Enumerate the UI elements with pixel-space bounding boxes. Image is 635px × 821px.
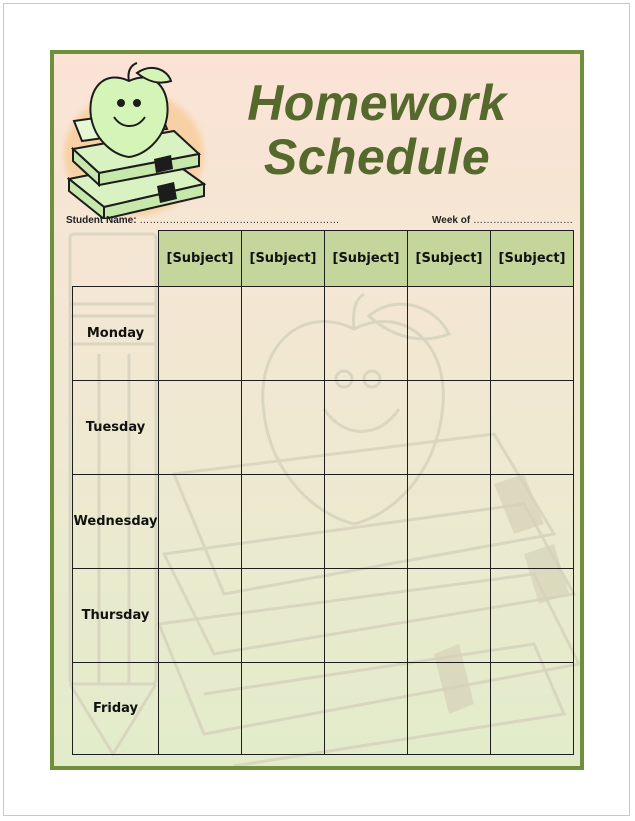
schedule-cell[interactable] <box>408 569 491 663</box>
schedule-cell[interactable] <box>242 663 325 755</box>
table-row <box>73 381 574 475</box>
table-row <box>73 287 574 381</box>
schedule-cell[interactable] <box>491 569 574 663</box>
schedule-cell[interactable] <box>491 475 574 569</box>
schedule-cell[interactable] <box>491 381 574 475</box>
table-row <box>73 663 574 755</box>
student-name-blank: …………………………………………………… <box>139 215 340 226</box>
table-row <box>73 569 574 663</box>
schedule-cell[interactable] <box>159 287 242 381</box>
schedule-cell[interactable] <box>242 475 325 569</box>
subject-header[interactable]: [Subject] <box>242 231 325 287</box>
schedule-cell[interactable] <box>408 287 491 381</box>
subject-header[interactable]: [Subject] <box>408 231 491 287</box>
week-of-field[interactable] <box>432 215 573 226</box>
day-label-wednesday: Wednesday <box>73 475 159 569</box>
week-of-label: Week of <box>432 215 471 226</box>
schedule-cell[interactable] <box>242 569 325 663</box>
schedule-frame <box>50 50 584 770</box>
student-name-label: Student Name: <box>66 215 137 226</box>
schedule-cell[interactable] <box>325 287 408 381</box>
schedule-cell[interactable] <box>325 663 408 755</box>
schedule-cell[interactable] <box>159 569 242 663</box>
schedule-cell[interactable] <box>159 475 242 569</box>
title-schedule: Schedule <box>263 129 491 185</box>
schedule-cell[interactable] <box>242 287 325 381</box>
student-name-field[interactable] <box>66 215 339 226</box>
schedule-cell[interactable] <box>242 381 325 475</box>
corner-cell <box>73 231 159 287</box>
table-row <box>73 475 574 569</box>
schedule-cell[interactable] <box>408 475 491 569</box>
schedule-cell[interactable] <box>325 381 408 475</box>
subject-header[interactable]: [Subject] <box>159 231 242 287</box>
subject-header[interactable]: [Subject] <box>325 231 408 287</box>
week-of-blank: ………………………… <box>472 215 573 226</box>
day-label-thursday: Thursday <box>73 569 159 663</box>
schedule-cell[interactable] <box>159 381 242 475</box>
schedule-cell[interactable] <box>325 569 408 663</box>
schedule-cell[interactable] <box>491 287 574 381</box>
schedule-table <box>72 230 574 755</box>
schedule-cell[interactable] <box>159 663 242 755</box>
header-row <box>73 231 574 287</box>
day-label-friday: Friday <box>73 663 159 755</box>
day-label-monday: Monday <box>73 287 159 381</box>
day-label-tuesday: Tuesday <box>73 381 159 475</box>
title-homework: Homework <box>247 75 507 131</box>
schedule-cell[interactable] <box>325 475 408 569</box>
schedule-cell[interactable] <box>408 663 491 755</box>
schedule-cell[interactable] <box>408 381 491 475</box>
subject-header[interactable]: [Subject] <box>491 231 574 287</box>
schedule-cell[interactable] <box>491 663 574 755</box>
